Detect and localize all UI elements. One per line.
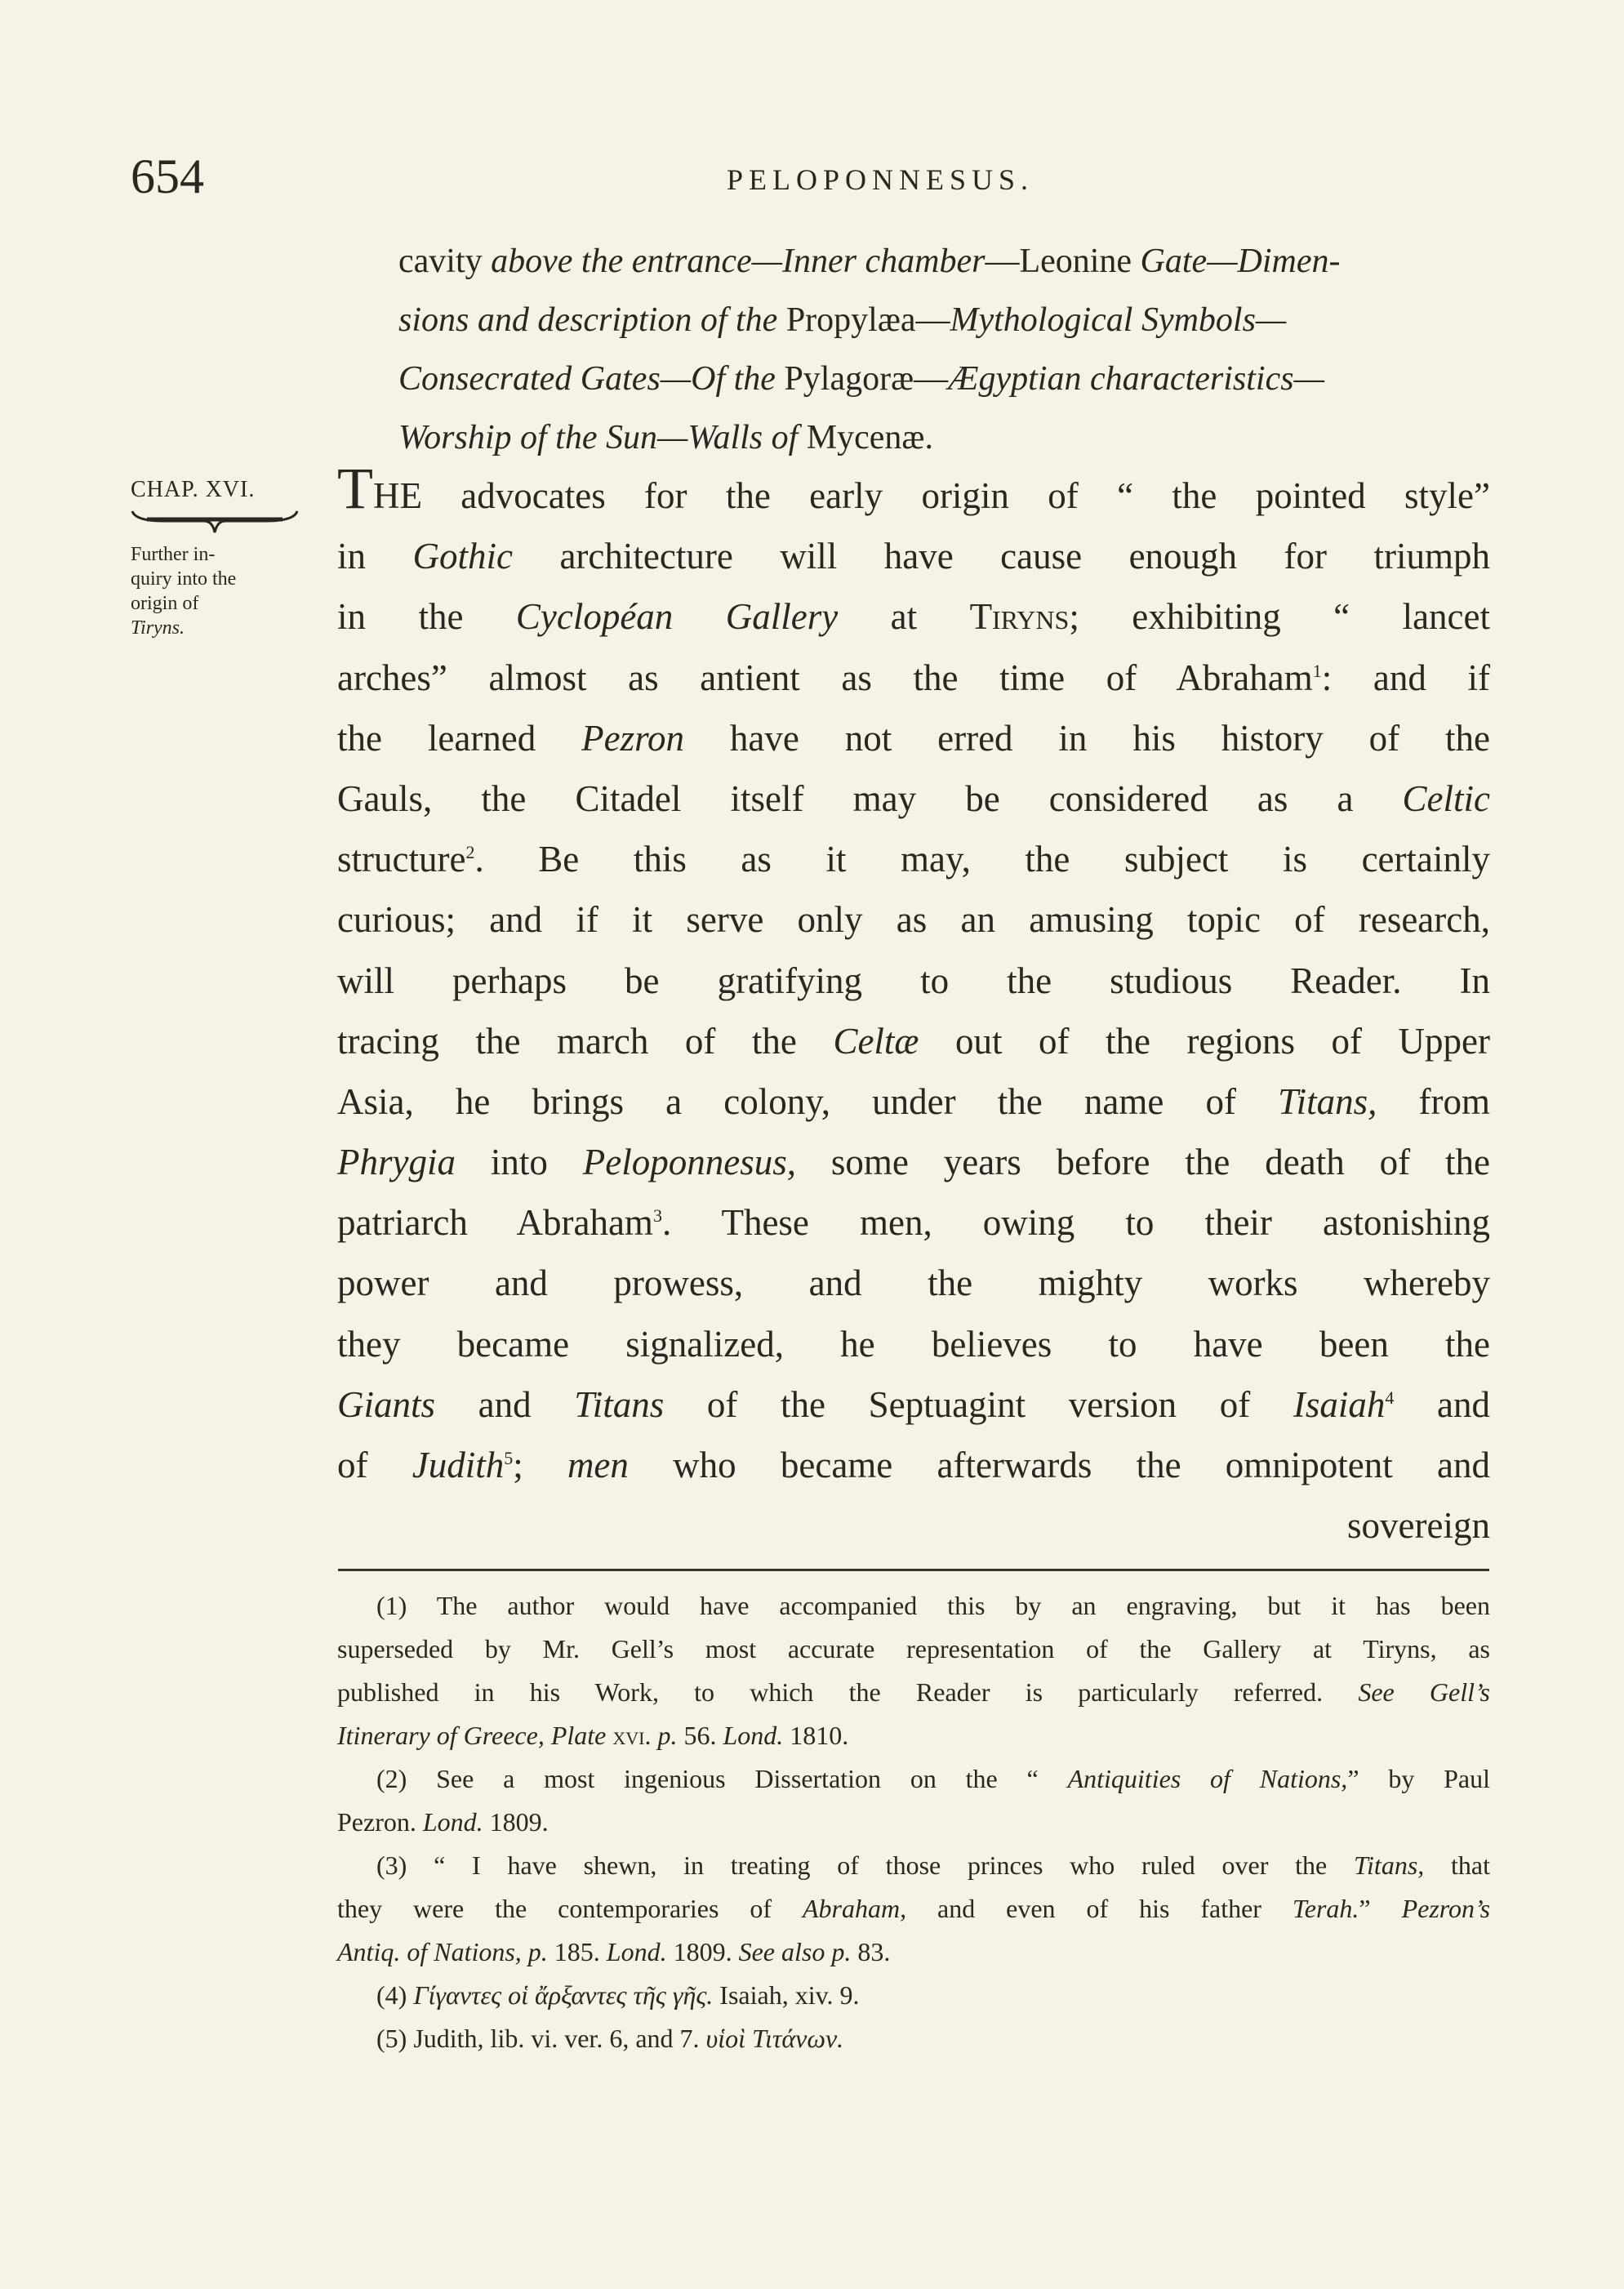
footnote-2: (2) See a most ingenious Dissertation on the “ Antiquities of Nations,” by Paul Pezron. Lond. 1809. [337, 1764, 1491, 1837]
footnote-4: (4) Γίγαντες οἱ ἄρξαντες τῆς γῆς. Isaiah, xiv. 9. [376, 1980, 860, 2010]
chapter-label: CHAP. XVI. [131, 477, 256, 502]
marginal-note: Further in- quiry into the origin of Tiryns. [131, 544, 237, 639]
footnote-ref: 4 [1385, 1387, 1395, 1408]
footnote-3: (3) “ I have shewn, in treating of those princes who ruled over the Titans, that they were the contemporaries of Abraham, and even of his father Terah.” Pezron’s Antiq. of Nations, p. 185. Lond. 1809. See also p. 83. [337, 1850, 1491, 1966]
summary-line: Consecrated Gates—Of the Pylagoræ—Ægyptian characteristics— [398, 360, 1324, 398]
footnote-5: (5) Judith, lib. vi. ver. 6, and 7. υἱοὶ Τιτάνων. [376, 2024, 844, 2053]
catchword: sovereign [1347, 1505, 1490, 1547]
footnote-ref: 1 [1312, 660, 1322, 681]
summary-line: Worship of the Sun—Walls of Mycenæ. [398, 419, 933, 456]
footnote-rule [338, 1569, 1489, 1571]
drop-cap: T [337, 456, 373, 521]
footnote-ref: 5 [504, 1448, 514, 1468]
footnotes [337, 1584, 1490, 2060]
body-paragraph: THE advocates for the early origin of “ the pointed style” in Gothic architecture will have cause enough for triumph in the Cyclopéan Gallery at Tiryns; exhibiting “ lancet arches” almost as antient as the time of Abraham$^1$: and if the learned Pezron have not erred in his history of the Gauls, the Citadel itself may be considered as a Celtic structure$^2$. Be this as it may, the subject is certainly curious; and if it serve only as an amusing topic of research, will perhaps be gratifying to the studious Reader. In tracing the march of the Celtæ out of the regions of Upper Asia, he brings a colony, under the name of Titans, from Phrygia into Peloponnesus, some years before the death of the patriarch Abraham$^3$. These men, owing to their astonishing power and prowess, and the mighty works whereby they became signalized, he believes to have been the Giants and Titans of the Septuagint version of Isaiah$^4$ and of Judith$^5$; men who became afterwards the omnipotent and sovereign [337, 465, 1490, 1556]
footnote-1: (1) The author would have accompanied this by an engraving, but it has been superseded by Mr. Gell’s most accurate representation of the Gallery at Tiryns, as published in his Work, to which the Reader is particularly referred. See Gell’s Itinerary of Greece, Plate xvi. p. 56. Lond. 1810. [337, 1591, 1491, 1750]
summary-line: sions and description of the Propylæa—Mythological Symbols— [398, 301, 1287, 339]
running-head: PELOPONNESUS. [727, 163, 1034, 196]
footnote-ref: 2 [465, 842, 475, 863]
chapter-brace-ornament [131, 508, 299, 536]
footnote-ref: 3 [652, 1205, 662, 1227]
summary-line: cavity above the entrance—Inner chamber—Leonine Gate—Dimen- [398, 243, 1341, 280]
chapter-summary [398, 232, 1497, 467]
page-number: 654 [131, 149, 204, 203]
